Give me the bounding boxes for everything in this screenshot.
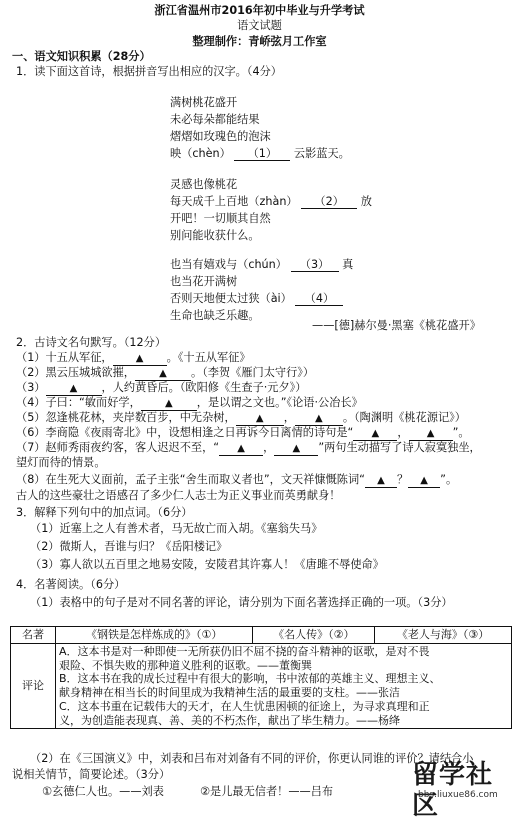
review-line: 献身精神在相当长的时间里成为我精神生活的最重要的支柱。——张洁 <box>59 686 400 699</box>
quote-option: ①玄德仁人也。——刘表 <box>42 785 164 798</box>
item-text: （4）子曰：“敏而好学， <box>16 396 141 409</box>
item-text: ”两句生动描写了诗人寂寞独坐， <box>318 441 481 454</box>
answer-blank[interactable]: ▲ <box>353 428 397 441</box>
watermark-url: bbs.liuxue86.com <box>418 790 498 800</box>
answer-blank[interactable]: （2） <box>301 195 357 209</box>
maker-credit: 整理制作：青峤弦月工作室 <box>192 35 327 48</box>
recitation-item-cont: 古人的这些豪壮之语感召了多少仁人志士为正义事业而英勇献身！ <box>16 489 341 502</box>
poem-line <box>170 292 343 306</box>
poem-text: 映（chèn） <box>170 147 231 160</box>
item-text: ， <box>397 426 409 439</box>
answer-blank[interactable]: ▲ <box>135 368 191 381</box>
question-4-part-2-cont: 说相关情节，简要论述。（3分） <box>12 768 171 781</box>
item-text: ， <box>263 441 275 454</box>
poem-line: 熠熠如玫瑰色的泡沫 <box>170 130 271 143</box>
answer-blank[interactable]: ▲ <box>141 398 197 411</box>
item-text: 。（李贺《雁门太守行》） <box>191 366 315 379</box>
poem-line: 灵感也像桃花 <box>170 178 238 191</box>
question-3: 3．解释下列句中的加点词。（6分） <box>16 506 193 519</box>
review-line: 义，为创造能表现真、善、美的不朽杰作，献出了毕生精力。——杨绛 <box>59 713 400 727</box>
item-text: （6）李商隐《夜雨寄北》中，设想相逢之日再诉今日离情的诗句是“ <box>16 426 354 439</box>
poem-line <box>170 258 353 272</box>
question-4-part-1: （1）表格中的句子是对不同名著的评论，请分别为下面名著选择正确的一项。（3分） <box>30 596 453 609</box>
item-text: ，是以谓之文也。”《论语·公冶长》 <box>196 396 363 409</box>
answer-blank[interactable]: ▲ <box>295 413 343 426</box>
table-header-cell: 《钢铁是怎样炼成的》（①） <box>56 627 253 644</box>
item-text: （8）在生死大义面前，孟子主张“舍生而取义者也”，文天祥慷慨陈词“ <box>16 473 365 486</box>
item-text: ， <box>283 411 295 424</box>
item-text: ？ <box>396 473 409 486</box>
poem-text: 云影蓝天。 <box>293 147 350 160</box>
recitation-item <box>16 426 470 441</box>
recitation-item <box>16 351 251 366</box>
item-text: 。《十五从军征》 <box>166 351 251 364</box>
question-2: 2．古诗文名句默写。（12分） <box>16 336 167 349</box>
recitation-item <box>16 473 457 488</box>
exam-subtitle: 语文试题 <box>237 19 282 32</box>
poem-text: 否则天地便太过狭（ài） <box>170 292 292 305</box>
answer-blank[interactable]: ▲ <box>409 428 453 441</box>
question-4-part-2: （2）在《三国演义》中，刘表和吕布对刘备有不同的评价，你更认同谁的评价？请结合小 <box>30 752 474 765</box>
item-text: ，人约黄昏后。（欧阳修《生查子·元夕》） <box>101 381 307 394</box>
answer-blank[interactable]: （4） <box>295 292 343 306</box>
answer-blank[interactable]: ▲ <box>274 443 318 456</box>
item-text: ”。 <box>452 426 470 439</box>
answer-blank[interactable]: ▲ <box>219 443 263 456</box>
poem-text: 也当有嬉戏与（chún） <box>170 258 287 271</box>
review-line: 艰险、不惧失败的那种道义胜利的讴歌。——董衡巽 <box>59 658 312 672</box>
poem-text: 真 <box>342 258 354 271</box>
recitation-item <box>16 441 481 456</box>
poem-line <box>170 147 350 161</box>
answer-blank[interactable]: ▲ <box>46 383 102 396</box>
item-text: （1）十五从军征， <box>16 351 113 364</box>
item-text: （3） <box>16 381 46 394</box>
item-text: （5）忽逢桃花林，夹岸数百步，中无杂树， <box>16 411 236 424</box>
explain-item: （1）近塞上之人有善术者，马无故亡而入胡。《塞翁失马》 <box>30 522 323 535</box>
poem-line <box>170 195 372 209</box>
answer-blank[interactable]: ▲ <box>408 475 440 488</box>
table-row <box>11 627 512 644</box>
recitation-item <box>16 381 306 396</box>
item-text: ”。 <box>440 473 458 486</box>
answer-blank[interactable]: （1） <box>234 147 290 161</box>
poem-line: 别问能收获什么。 <box>170 229 260 242</box>
answer-blank[interactable]: （3） <box>291 258 339 272</box>
poem-source: ——[德]赫尔曼·黑塞《桃花盛开》 <box>312 319 481 332</box>
table-header-cell: 《老人与海》（③） <box>375 627 512 644</box>
poem-text: 每天成千上百地（zhàn） <box>170 195 298 208</box>
poem-line: 开吧！一切顺其自然 <box>170 212 271 225</box>
recitation-item <box>16 396 363 411</box>
table-row-label: 评论 <box>11 643 56 729</box>
poem-line: 未必每朵都能结果 <box>170 113 260 126</box>
explain-item: （2）微斯人，吾谁与归？《岳阳楼记》 <box>30 540 228 553</box>
poem-text: 放 <box>360 195 372 208</box>
review-line: B．这本书在我的成长过程中有很大的影响，书中浓郁的英雄主义、理想主义、 <box>59 672 441 686</box>
poem-line: 也当花开满树 <box>170 275 238 288</box>
item-text: 。（陶渊明《桃花源记》） <box>342 411 466 424</box>
book-review-table <box>10 626 512 729</box>
item-text: （2）黑云压城城欲摧， <box>16 366 135 379</box>
question-4: 4．名著阅读。（6分） <box>16 578 126 591</box>
review-line: A．这本书是对一种即使一无所获仍旧不屈不挠的奋斗精神的讴歌，是对不畏 <box>59 644 430 658</box>
table-row <box>11 643 512 729</box>
exam-title: 浙江省温州市2016年初中毕业与升学考试 <box>154 4 365 17</box>
item-text: （7）赵师秀雨夜约客，客人迟迟不至，“ <box>16 441 220 454</box>
watermark-logo: 留学社区 <box>412 760 494 822</box>
review-line: C．这本书重在记载伟大的天才，在人生忧患困顿的征途上，为寻求真理和正 <box>59 699 430 713</box>
recitation-item <box>16 366 314 381</box>
recitation-item <box>16 411 466 426</box>
review-options-cell <box>56 643 512 729</box>
section-heading: 一、语文知识积累（28分） <box>12 50 151 63</box>
table-header-cell: 名著 <box>11 627 56 644</box>
answer-blank[interactable]: ▲ <box>365 475 397 488</box>
question-1: 1．读下面这首诗，根据拼音写出相应的汉字。（4分） <box>16 65 282 78</box>
explain-item: （3）寡人欲以五百里之地易安陵，安陵君其许寡人！《唐雎不辱使命》 <box>30 558 384 571</box>
recitation-item-cont: 望灯而待的情景。 <box>16 456 106 469</box>
poem-line: 满树桃花盛开 <box>170 96 238 109</box>
table-header-cell: 《名人传》（②） <box>253 627 375 644</box>
answer-blank[interactable]: ▲ <box>236 413 284 426</box>
quote-option: ②是儿最无信者！——吕布 <box>200 785 334 798</box>
answer-blank[interactable]: ▲ <box>113 353 167 366</box>
poem-line: 生命也缺乏乐趣。 <box>170 309 260 322</box>
